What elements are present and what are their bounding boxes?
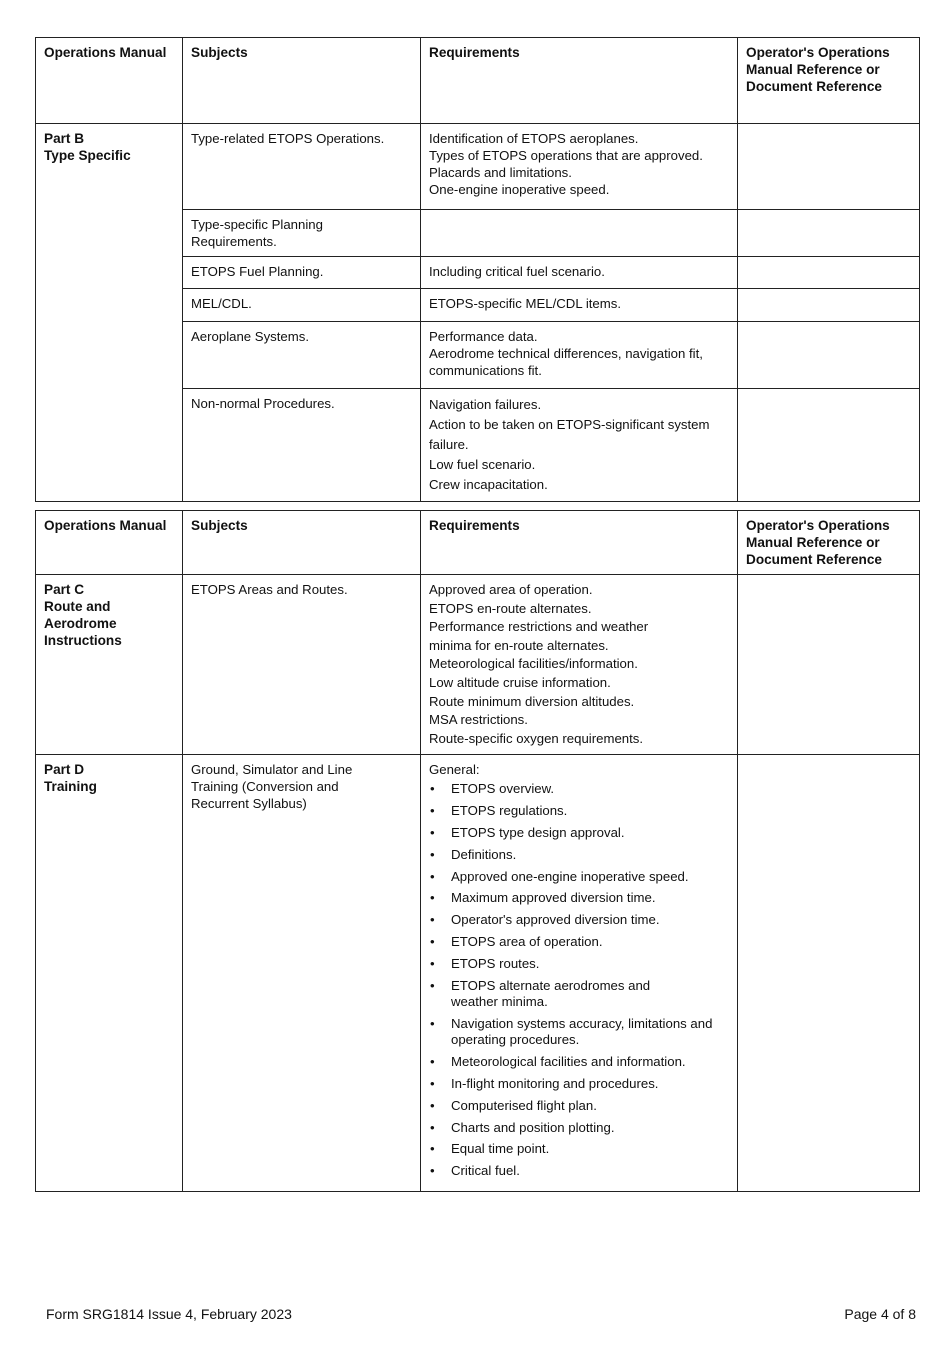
footer-page-number: Page 4 of 8 <box>844 1306 916 1322</box>
reference-cell[interactable] <box>738 322 920 389</box>
requirement-line: Identification of ETOPS aeroplanes. <box>429 131 639 146</box>
header-subjects: Subjects <box>183 511 421 575</box>
list-item: • ETOPS alternate aerodromes and weather minima. <box>429 978 729 1011</box>
list-item: • In-flight monitoring and procedures. <box>429 1076 729 1093</box>
requirements-cell <box>421 210 738 257</box>
part-d-title: Part D <box>44 762 85 778</box>
list-item: • ETOPS type design approval. <box>429 825 729 842</box>
reference-cell[interactable] <box>738 124 920 210</box>
table-header-row <box>36 511 920 575</box>
header-reference: Operator's Operations Manual Reference or Document Reference <box>738 511 920 575</box>
part-c-d-table <box>35 510 920 1192</box>
requirements-intro: General: <box>429 762 480 778</box>
list-item: • ETOPS regulations. <box>429 803 729 820</box>
reference-cell[interactable] <box>738 389 920 502</box>
list-item: • Equal time point. <box>429 1141 729 1158</box>
requirements-bullet-list <box>429 781 729 1179</box>
requirements-cell <box>421 755 738 1192</box>
part-b-subtitle: Type Specific <box>44 148 131 163</box>
header-operations-manual: Operations Manual <box>36 38 183 124</box>
subject-cell: Type-related ETOPS Operations. <box>183 124 421 210</box>
subject-cell: Non-normal Procedures. <box>183 389 421 502</box>
table-row <box>36 575 920 755</box>
requirement-line: Performance restrictions and weather minima for en-route alternates. <box>429 619 649 653</box>
list-item: • Critical fuel. <box>429 1163 729 1180</box>
table-header-row <box>36 38 920 124</box>
table-row <box>36 755 920 1192</box>
list-item: • Approved one-engine inoperative speed. <box>429 869 729 886</box>
requirement-line: One-engine inoperative speed. <box>429 182 610 197</box>
requirements-cell <box>421 124 738 210</box>
requirement-line: Navigation failures. <box>429 397 542 412</box>
footer-form-id: Form SRG1814 Issue 4, February 2023 <box>46 1306 292 1322</box>
requirements-cell <box>421 389 738 502</box>
list-item: • Meteorological facilities and information. <box>429 1054 729 1071</box>
list-item: • ETOPS area of operation. <box>429 934 729 951</box>
header-reference: Operator's Operations Manual Reference or Document Reference <box>738 38 920 124</box>
part-b-table <box>35 37 920 502</box>
list-item: • Navigation systems accuracy, limitations and operating procedures. <box>429 1016 729 1049</box>
requirement-line: ETOPS en-route alternates. <box>429 600 592 616</box>
reference-cell[interactable] <box>738 289 920 322</box>
requirement-line: ETOPS-specific MEL/CDL items. <box>429 296 621 311</box>
subject-cell: ETOPS Areas and Routes. <box>183 575 421 755</box>
requirement-line: Crew incapacitation. <box>429 477 548 492</box>
requirement-line: Route-specific oxygen requirements. <box>429 730 644 746</box>
part-c-title: Part C <box>44 582 85 597</box>
requirement-line: MSA restrictions. <box>429 712 528 728</box>
subject-cell: MEL/CDL. <box>183 289 421 322</box>
list-item: • ETOPS routes. <box>429 956 729 973</box>
requirement-line: Including critical fuel scenario. <box>429 264 605 279</box>
reference-cell[interactable] <box>738 210 920 257</box>
subject-cell: Type-specific Planning Requirements. <box>183 210 421 257</box>
requirement-line: Meteorological facilities/information. <box>429 656 638 672</box>
header-subjects: Subjects <box>183 38 421 124</box>
header-operations-manual: Operations Manual <box>36 511 183 575</box>
requirement-line: Approved area of operation. <box>429 582 593 597</box>
requirements-cell <box>421 257 738 289</box>
part-d-subtitle: Training <box>44 779 97 795</box>
requirements-cell <box>421 322 738 389</box>
list-item: • Maximum approved diversion time. <box>429 890 729 907</box>
requirement-line: Aerodrome technical differences, navigation fit, communications fit. <box>429 346 703 378</box>
reference-cell[interactable] <box>738 755 920 1192</box>
part-c-cell <box>36 575 183 755</box>
subject-cell: ETOPS Fuel Planning. <box>183 257 421 289</box>
requirement-line: Types of ETOPS operations that are approved. Placards and limitations. <box>429 148 703 180</box>
subject-cell <box>183 755 421 1192</box>
part-b-cell <box>36 124 183 502</box>
requirement-line: Low fuel scenario. <box>429 457 536 472</box>
part-c-subtitle: Route and Aerodrome Instructions <box>44 599 122 648</box>
requirements-cell <box>421 289 738 322</box>
requirement-line: Route minimum diversion altitudes. <box>429 693 635 709</box>
table-row <box>36 124 920 210</box>
reference-cell[interactable] <box>738 575 920 755</box>
reference-cell[interactable] <box>738 257 920 289</box>
list-item: • ETOPS overview. <box>429 781 729 798</box>
list-item: • Definitions. <box>429 847 729 864</box>
part-b-title: Part B <box>44 131 85 146</box>
list-item: • Operator's approved diversion time. <box>429 912 729 929</box>
requirements-cell <box>421 575 738 755</box>
header-requirements: Requirements <box>421 511 738 575</box>
requirement-line: Low altitude cruise information. <box>429 674 611 690</box>
part-d-cell <box>36 755 183 1192</box>
list-item: • Computerised flight plan. <box>429 1098 729 1115</box>
subject-cell: Aeroplane Systems. <box>183 322 421 389</box>
subject-text: Ground, Simulator and Line Training (Conversion and Recurrent Syllabus) <box>191 762 353 812</box>
requirement-line: Performance data. <box>429 329 538 344</box>
requirement-line: Action to be taken on ETOPS-significant system failure. <box>429 417 710 452</box>
list-item: • Charts and position plotting. <box>429 1120 729 1137</box>
header-requirements: Requirements <box>421 38 738 124</box>
